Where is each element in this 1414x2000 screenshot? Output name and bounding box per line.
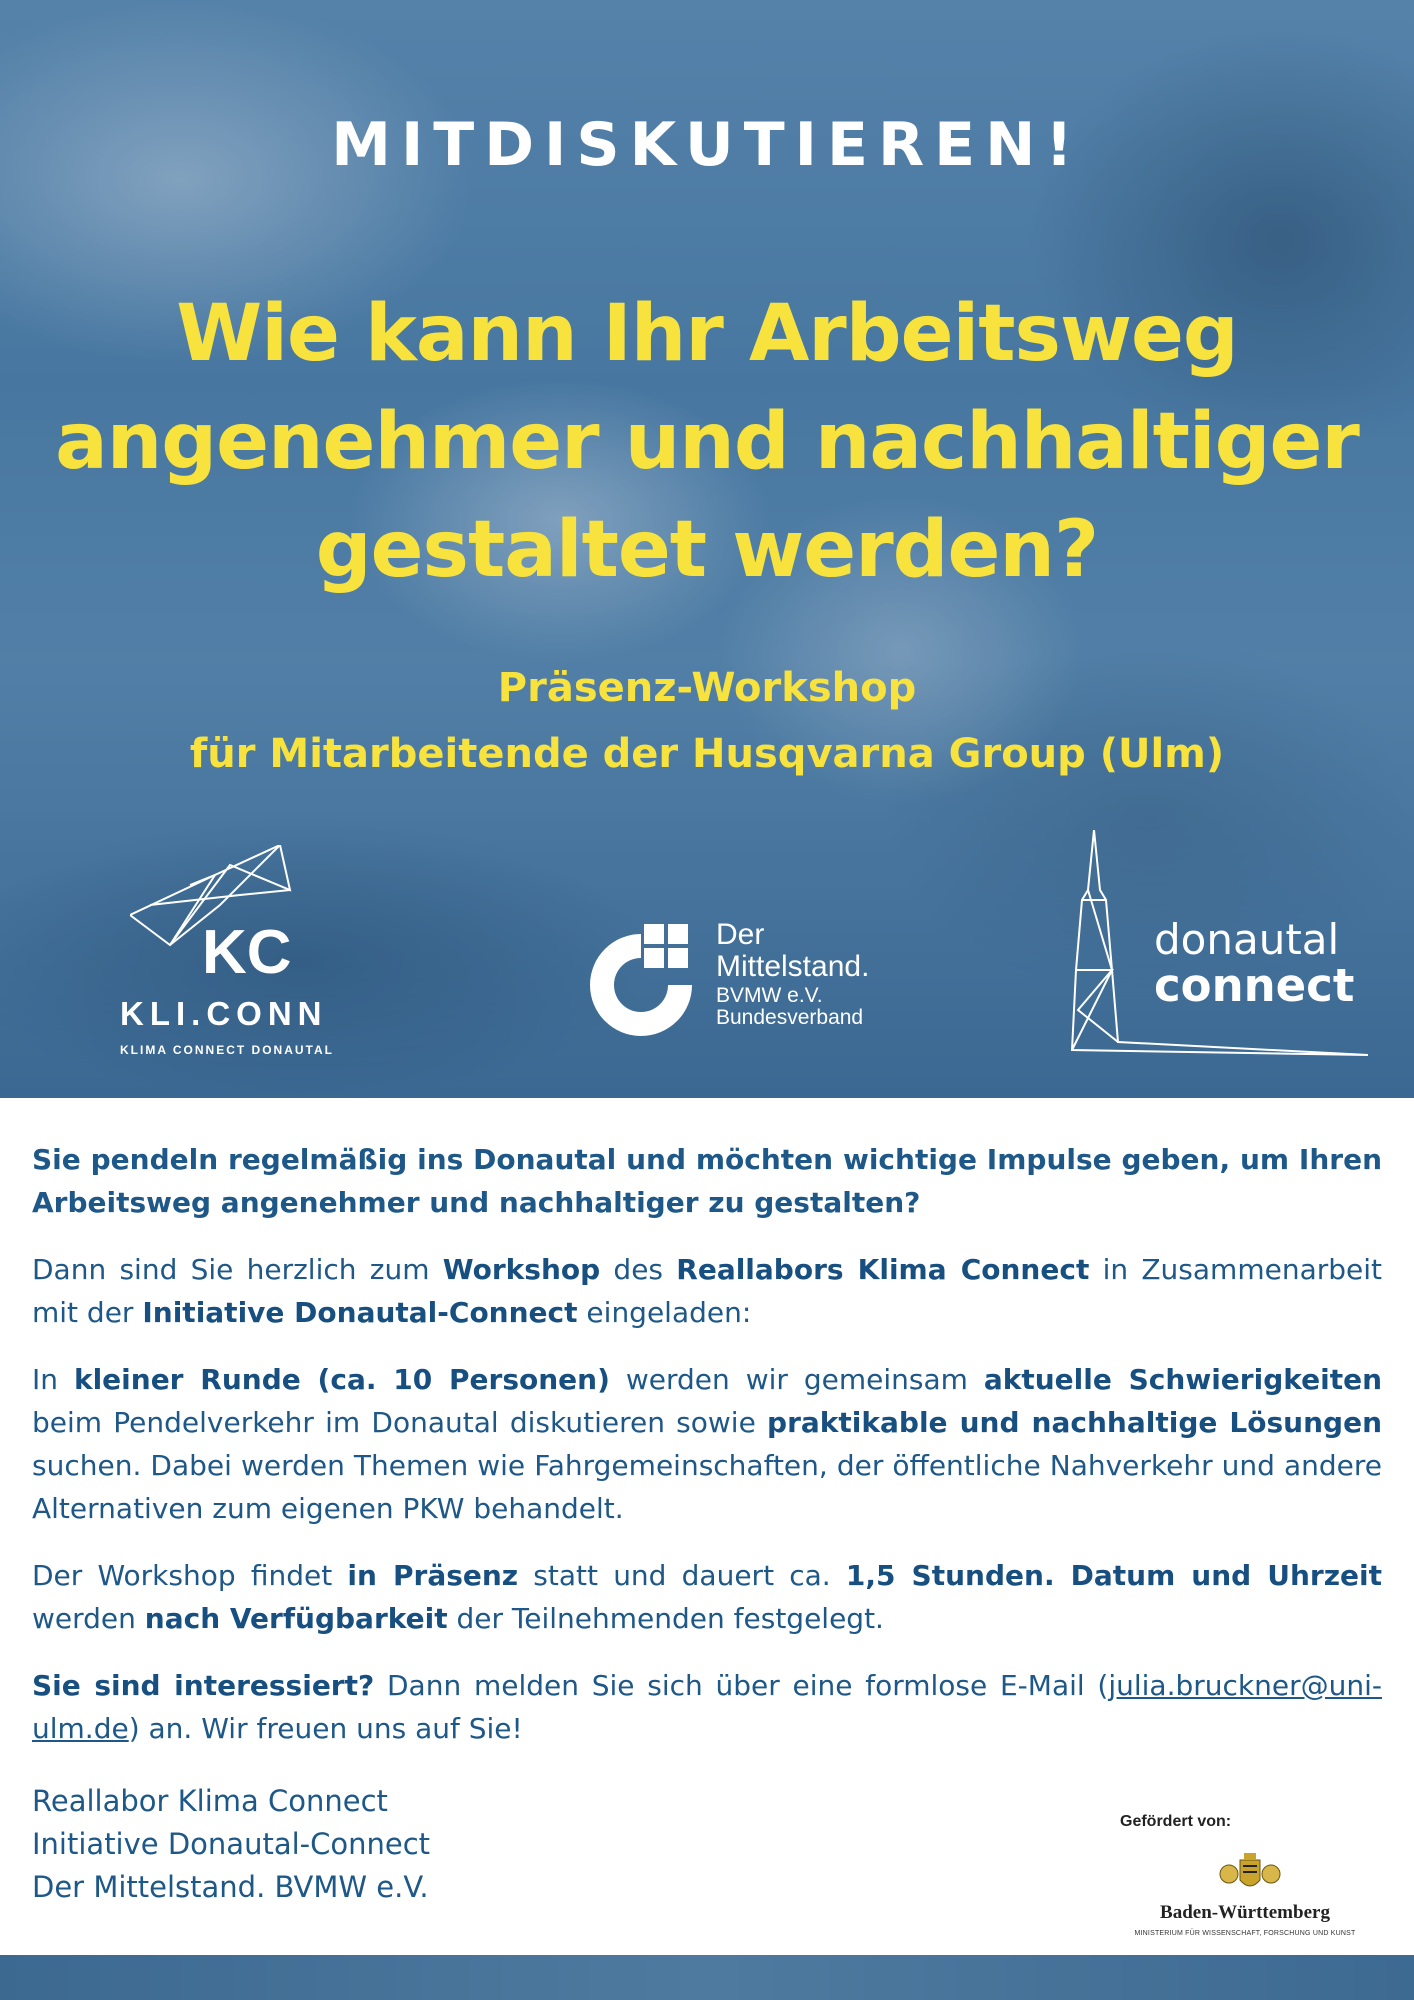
- mittelstand-logo-mark: [576, 920, 706, 1050]
- headline-line: Wie kann Ihr Arbeitsweg: [176, 289, 1238, 379]
- signoff-line: Initiative Donautal-Connect: [32, 1827, 431, 1861]
- paragraph-format: Der Workshop findet in Präsenz statt und dauert ca. 1,5 Stunden. Datum und Uhrzeit werden nach Verfügbarkeit der Teilnehmenden festgelegt.: [32, 1559, 1383, 1635]
- email-link[interactable]: julia.bruckner@uni-ulm.de: [32, 1669, 1382, 1745]
- kliconn-mark: KC: [202, 918, 292, 985]
- kliconn-logo: [130, 845, 300, 985]
- intro-paragraph: Sie pendeln regelmäßig ins Donautal und möchten wichtige Impulse geben, um Ihren Arbeitsweg angenehmer und nachhaltiger zu gestalten?: [32, 1143, 1382, 1219]
- donautal-logo-text: [1154, 915, 1355, 1013]
- subheadline-line: Präsenz-Workshop: [497, 665, 917, 711]
- donautal-line: donautal: [1154, 915, 1340, 964]
- signoff-line: Der Mittelstand. BVMW e.V.: [32, 1870, 429, 1904]
- mittelstand-line: Der: [716, 918, 765, 951]
- kliconn-tagline: KLIMA CONNECT DONAUTAL: [120, 1043, 334, 1057]
- coat-of-arms-icon: [1215, 1852, 1285, 1897]
- kliconn-name: KLI.CONN: [120, 995, 328, 1032]
- funder-ministry: MINISTERIUM FÜR WISSENSCHAFT, FORSCHUNG UND KUNST: [1134, 1930, 1356, 1937]
- donautal-line: connect: [1154, 959, 1355, 1013]
- kicker-heading: MITDISKUTIEREN!: [331, 110, 1083, 180]
- funder-name: Baden-Württemberg: [1160, 1902, 1330, 1923]
- paragraph-details: In kleiner Runde (ca. 10 Personen) werden wir gemeinsam aktuelle Schwierigkeiten beim Pendelverkehr im Donautal diskutieren sowie praktikable und nachhaltige Lösungen suchen. Dabei werden Themen wie Fahrgemeinschaften, der öffentliche Nahverkehr und andere Alternativen zum eigenen PKW behandelt.: [32, 1363, 1383, 1525]
- mittelstand-line: Bundesverband: [716, 1006, 864, 1029]
- main-headline: [30, 280, 1384, 604]
- paragraph-contact: Sie sind interessiert? Dann melden Sie sich über eine formlose E-Mail (julia.bruckner@uni-ulm.de) an. Wir freuen uns auf Sie!: [32, 1669, 1382, 1745]
- headline-line: gestaltet werden?: [315, 505, 1099, 595]
- signoff-line: Reallabor Klima Connect: [32, 1784, 388, 1818]
- subheadline-line: für Mitarbeitende der Husqvarna Group (Ulm): [189, 731, 1225, 777]
- mittelstand-logo-text: [716, 920, 869, 1028]
- headline-line: angenehmer und nachhaltiger: [55, 397, 1359, 487]
- mittelstand-line: Mittelstand.: [716, 950, 870, 983]
- paragraph-invitation: Dann sind Sie herzlich zum Workshop des Reallabors Klima Connect in Zusammenarbeit mit der Initiative Donautal-Connect eingeladen:: [32, 1253, 1382, 1329]
- subheadline: [0, 655, 1414, 787]
- mittelstand-line: BVMW e.V.: [716, 984, 823, 1007]
- body-text: [32, 1138, 1382, 1774]
- signoff: [32, 1780, 430, 1909]
- funder-label: Gefördert von:: [1120, 1813, 1232, 1830]
- footer-bar: [0, 1955, 1414, 2000]
